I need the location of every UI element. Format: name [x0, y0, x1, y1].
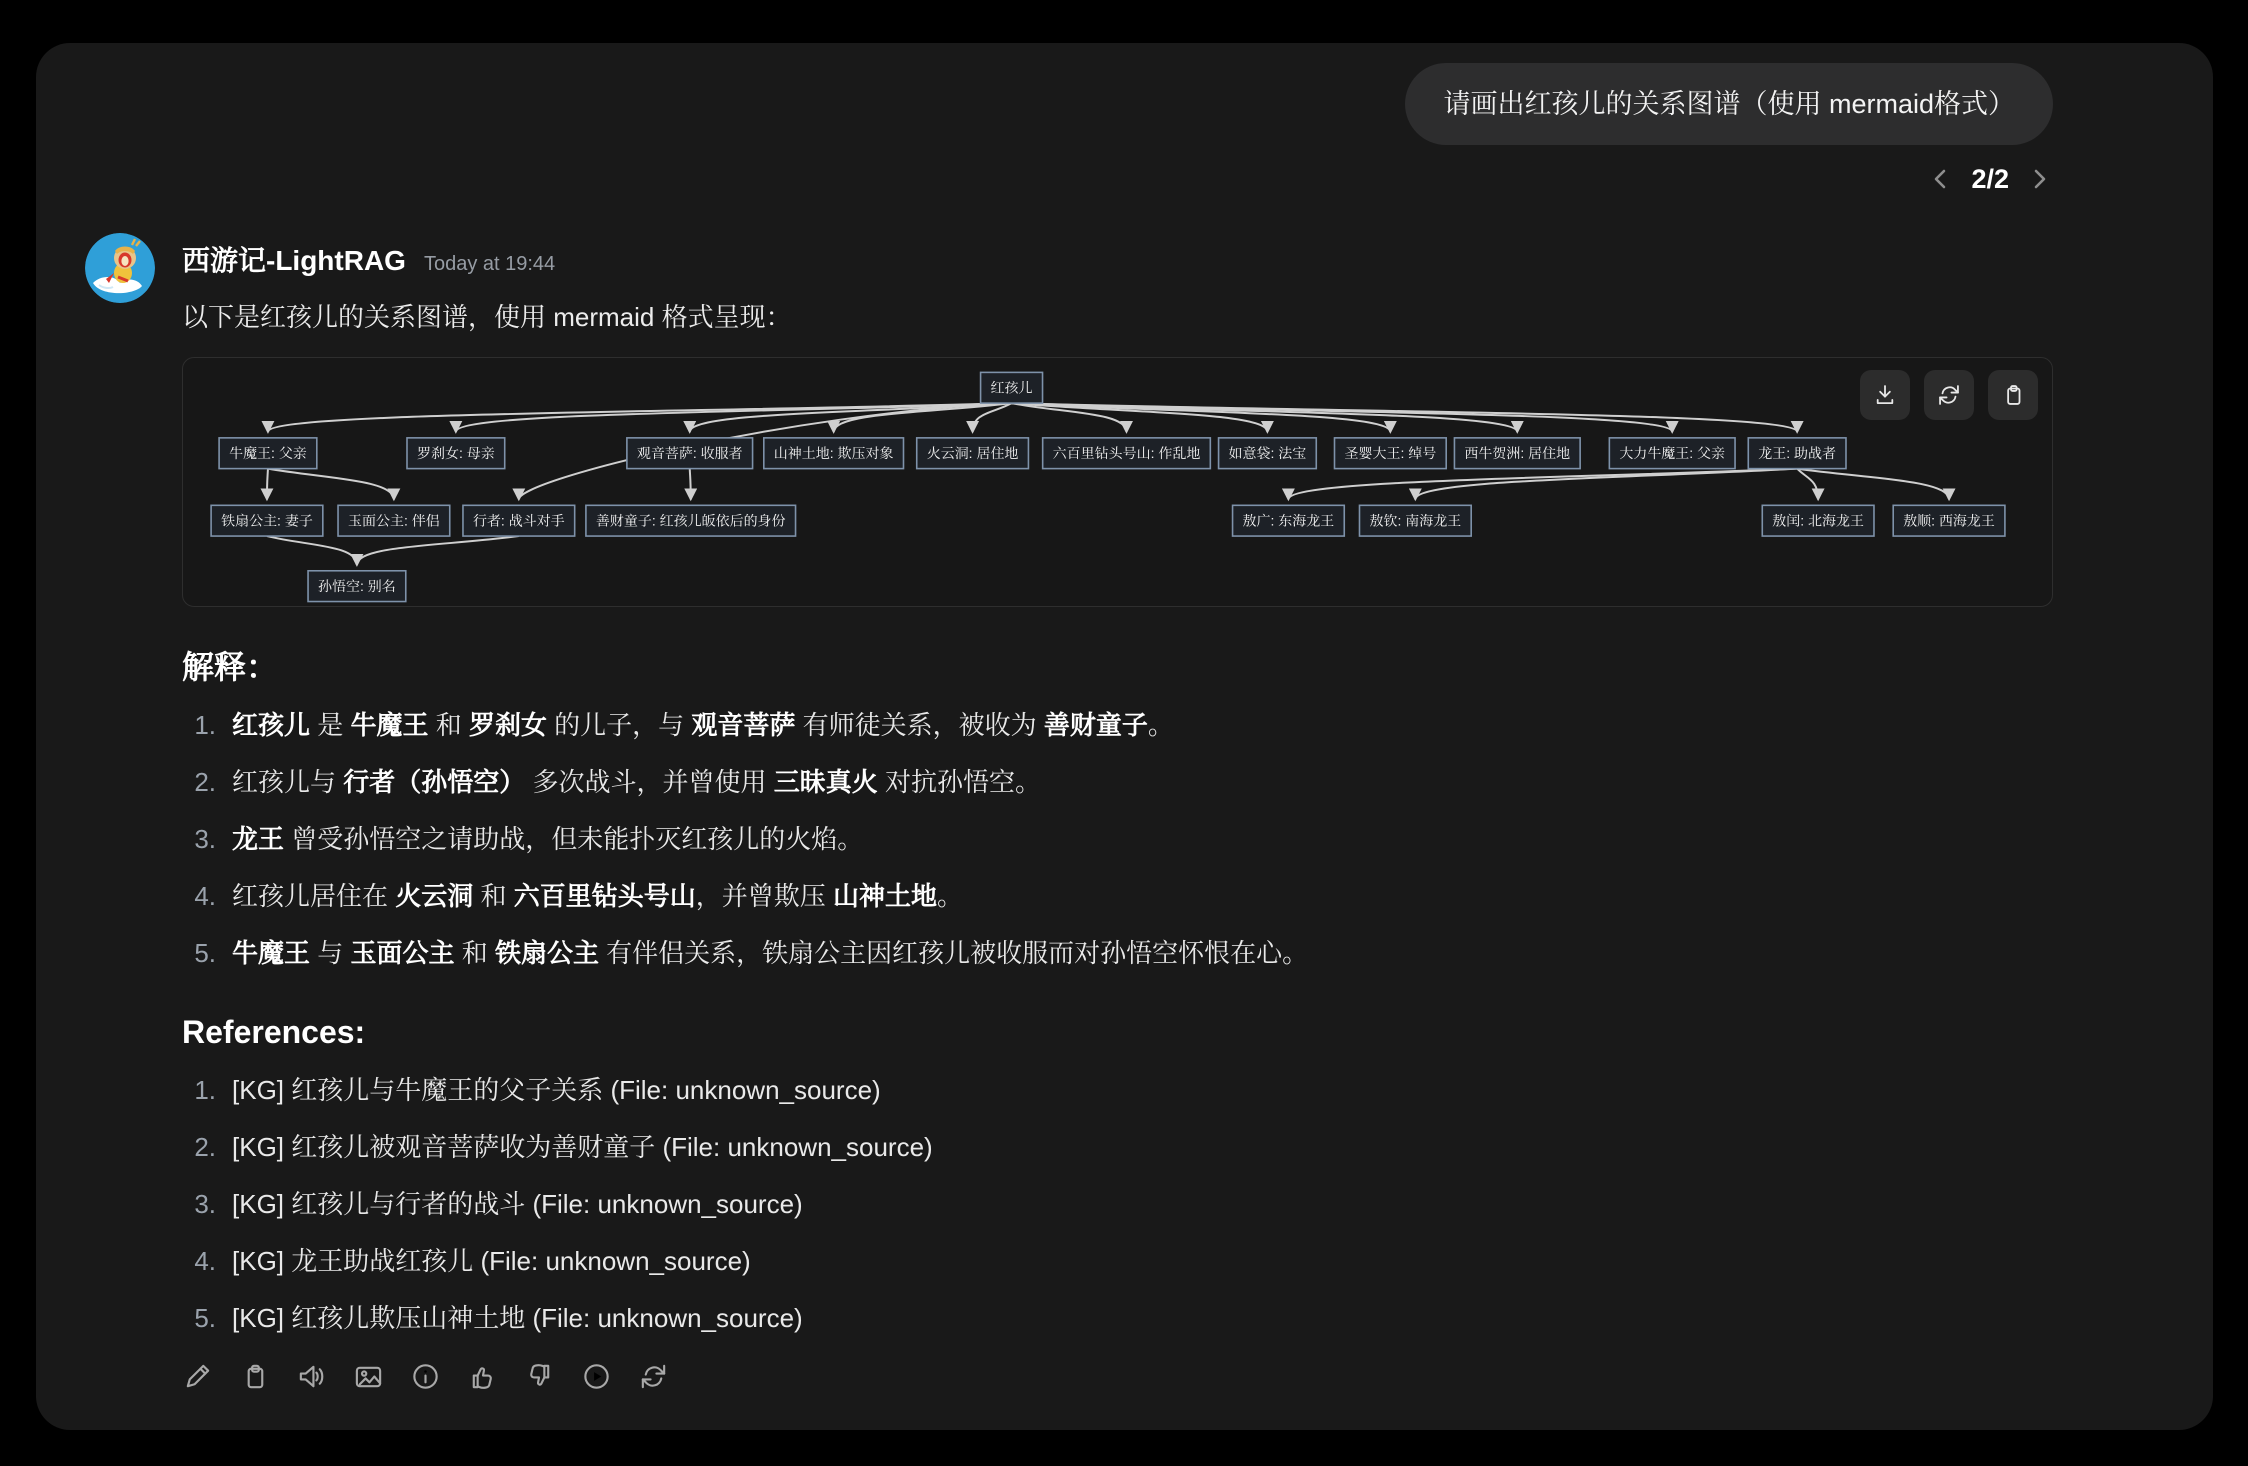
chevron-left-icon: [1927, 165, 1955, 193]
list-item: [182, 1128, 2053, 1166]
diagram-edge: [1415, 469, 1797, 500]
diagram-edge: [690, 469, 691, 500]
list-item-text: [KG] 红孩儿欺压山神土地 (File: unknown_source): [232, 1303, 803, 1333]
list-item: [182, 1242, 2053, 1280]
diagram-edge: [267, 469, 268, 500]
refresh-button[interactable]: [1924, 370, 1974, 420]
list-item-number: 4.: [194, 881, 216, 911]
svg-text:山神土地: 欺压对象: 山神土地: 欺压对象: [773, 445, 894, 462]
thumbs-down-button[interactable]: [524, 1361, 555, 1392]
list-item-text: 红孩儿 是 牛魔王 和 罗刹女 的儿子，与 观音菩萨 有师徒关系，被收为 善财童子。: [232, 710, 1174, 740]
diagram-node: [338, 505, 450, 536]
references-heading: References:: [182, 1014, 366, 1050]
diagram-node: [1219, 438, 1317, 469]
pager-prev-button[interactable]: [1927, 165, 1955, 193]
diagram-node: [407, 438, 505, 469]
diagram-node: [917, 438, 1029, 469]
user-message-row: [85, 63, 2053, 145]
list-item-text: [KG] 红孩儿与行者的战斗 (File: unknown_source): [232, 1189, 803, 1219]
diagram-node: [463, 505, 575, 536]
image-icon: [353, 1361, 384, 1392]
chat-panel: [36, 43, 2213, 1430]
list-item-number: 2.: [194, 767, 216, 797]
edit-icon: [182, 1361, 213, 1392]
thumbs-up-button[interactable]: [467, 1361, 498, 1392]
list-item: [182, 1071, 2053, 1109]
svg-text:玉面公主: 伴侣: 玉面公主: 伴侣: [348, 512, 440, 529]
svg-text:西牛贺洲: 居住地: 西牛贺洲: 居住地: [1464, 445, 1571, 462]
thumbs-down-icon: [524, 1361, 555, 1392]
svg-text:善财童子: 红孩儿皈依后的身份: 善财童子: 红孩儿皈依后的身份: [595, 512, 786, 529]
svg-text:红孩儿: 红孩儿: [990, 379, 1033, 396]
assistant-lead-text: 以下是红孩儿的关系图谱，使用 mermaid 格式呈现：: [182, 302, 792, 332]
download-button[interactable]: [1860, 370, 1910, 420]
list-item-number: 3.: [194, 1189, 216, 1219]
diagram-node: [1762, 505, 1874, 536]
assistant-message: [85, 233, 2053, 1392]
list-item-number: 4.: [194, 1246, 216, 1276]
list-item-text: [KG] 红孩儿与牛魔王的父子关系 (File: unknown_source): [232, 1075, 881, 1105]
user-message-bubble: 请画出红孩儿的关系图谱（使用 mermaid格式）: [1405, 63, 2053, 145]
diagram-edge: [357, 536, 519, 565]
copy-icon: [239, 1361, 270, 1392]
message-actions: [182, 1361, 2053, 1392]
copy-icon: [2000, 382, 2026, 408]
refresh-icon: [1936, 382, 1962, 408]
diagram-node: [219, 438, 317, 469]
list-item-number: 1.: [194, 1075, 216, 1105]
list-item: [182, 763, 2053, 801]
regenerate-button[interactable]: [638, 1361, 669, 1392]
list-item: [182, 1185, 2053, 1223]
list-item: [182, 934, 2053, 972]
diagram-edge: [1797, 469, 1949, 500]
svg-text:六百里钻头号山: 作乱地: 六百里钻头号山: 作乱地: [1052, 445, 1201, 462]
list-item: [182, 877, 2053, 915]
list-item-number: 1.: [194, 710, 216, 740]
assistant-name: 西游记-LightRAG: [182, 245, 406, 276]
image-button[interactable]: [353, 1361, 384, 1392]
diagram-node: [1893, 505, 2005, 536]
play-button[interactable]: [581, 1361, 612, 1392]
svg-text:如意袋: 法宝: 如意袋: 法宝: [1228, 445, 1307, 462]
monkey-king-avatar-icon: [85, 233, 155, 303]
explanation-list: [182, 706, 2053, 972]
copy-button[interactable]: [1988, 370, 2038, 420]
diagram-edge: [1797, 469, 1818, 500]
regenerate-icon: [638, 1361, 669, 1392]
list-item-number: 3.: [194, 824, 216, 854]
relationship-graph: [183, 358, 2052, 606]
diagram-node: [1359, 505, 1471, 536]
svg-text:罗刹女: 母亲: 罗刹女: 母亲: [416, 445, 495, 462]
edit-button[interactable]: [182, 1361, 213, 1392]
pager-label: 2/2: [1971, 163, 2009, 194]
svg-text:龙王: 助战者: 龙王: 助战者: [1758, 445, 1836, 462]
list-item-text: 红孩儿与 行者（孙悟空） 多次战斗，并曾使用 三昧真火 对抗孙悟空。: [232, 767, 1041, 797]
list-item: [182, 706, 2053, 744]
list-item-number: 5.: [194, 938, 216, 968]
diagram-node: [1454, 438, 1580, 469]
diagram-node: [1748, 438, 1846, 469]
thumbs-up-icon: [467, 1361, 498, 1392]
copy-button[interactable]: [239, 1361, 270, 1392]
diagram-edge: [268, 469, 394, 500]
download-icon: [1872, 382, 1898, 408]
play-icon: [581, 1361, 612, 1392]
list-item-text: [KG] 龙王助战红孩儿 (File: unknown_source): [232, 1246, 751, 1276]
svg-text:观音菩萨: 收服者: 观音菩萨: 收服者: [636, 445, 743, 462]
diagram-toolbar: [1860, 370, 2038, 420]
message-pager: [85, 161, 2053, 197]
svg-text:行者: 战斗对手: 行者: 战斗对手: [472, 512, 565, 529]
diagram-node: [1043, 438, 1211, 469]
list-item-text: 牛魔王 与 玉面公主 和 铁扇公主 有伴侣关系，铁扇公主因红孩儿被收服而对孙悟空怀恨在心。: [232, 938, 1309, 968]
diagram-node: [981, 372, 1043, 403]
svg-text:大力牛魔王: 父亲: 大力牛魔王: 父亲: [1619, 445, 1726, 462]
read-aloud-icon: [296, 1361, 327, 1392]
pager-next-button[interactable]: [2025, 165, 2053, 193]
svg-text:火云洞: 居住地: 火云洞: 居住地: [926, 445, 1019, 462]
read-aloud-button[interactable]: [296, 1361, 327, 1392]
svg-text:敖顺: 西海龙王: 敖顺: 西海龙王: [1903, 512, 1995, 529]
list-item: [182, 1299, 2053, 1337]
mermaid-diagram-card: [182, 357, 2053, 607]
list-item-text: [KG] 红孩儿被观音菩萨收为善财童子 (File: unknown_source): [232, 1132, 933, 1162]
message-timestamp: Today at 19:44: [423, 253, 556, 275]
svg-text:铁扇公主: 妻子: 铁扇公主: 妻子: [221, 512, 313, 529]
chevron-right-icon: [2025, 165, 2053, 193]
svg-text:孙悟空: 别名: 孙悟空: 别名: [318, 578, 396, 595]
diagram-node: [1335, 438, 1447, 469]
list-item-text: 红孩儿居住在 火云洞 和 六百里钻头号山，并曾欺压 山神土地。: [232, 881, 963, 911]
diagram-node: [586, 505, 796, 536]
diagram-node: [211, 505, 323, 536]
assistant-header: [182, 239, 2053, 279]
info-icon: [410, 1361, 441, 1392]
svg-text:敖广: 东海龙王: 敖广: 东海龙王: [1242, 512, 1335, 529]
svg-text:圣婴大王: 绰号: 圣婴大王: 绰号: [1344, 445, 1437, 462]
svg-text:牛魔王: 父亲: 牛魔王: 父亲: [229, 445, 307, 462]
diagram-node: [1233, 505, 1345, 536]
avatar: [85, 233, 155, 303]
list-item-number: 2.: [194, 1132, 216, 1162]
svg-text:敖闰: 北海龙王: 敖闰: 北海龙王: [1772, 512, 1864, 529]
list-item: [182, 820, 2053, 858]
info-button[interactable]: [410, 1361, 441, 1392]
diagram-node: [1609, 438, 1735, 469]
explanation-heading: 解释：: [182, 649, 279, 685]
assistant-content: [182, 233, 2053, 1392]
diagram-node: [764, 438, 904, 469]
list-item-number: 5.: [194, 1303, 216, 1333]
svg-text:敖钦: 南海龙王: 敖钦: 南海龙王: [1369, 512, 1462, 529]
list-item-text: 龙王 曾受孙悟空之请助战，但未能扑灭红孩儿的火焰。: [232, 824, 864, 854]
references-list: [182, 1071, 2053, 1337]
diagram-edge: [267, 536, 357, 565]
diagram-node: [627, 438, 753, 469]
diagram-node: [308, 571, 406, 602]
